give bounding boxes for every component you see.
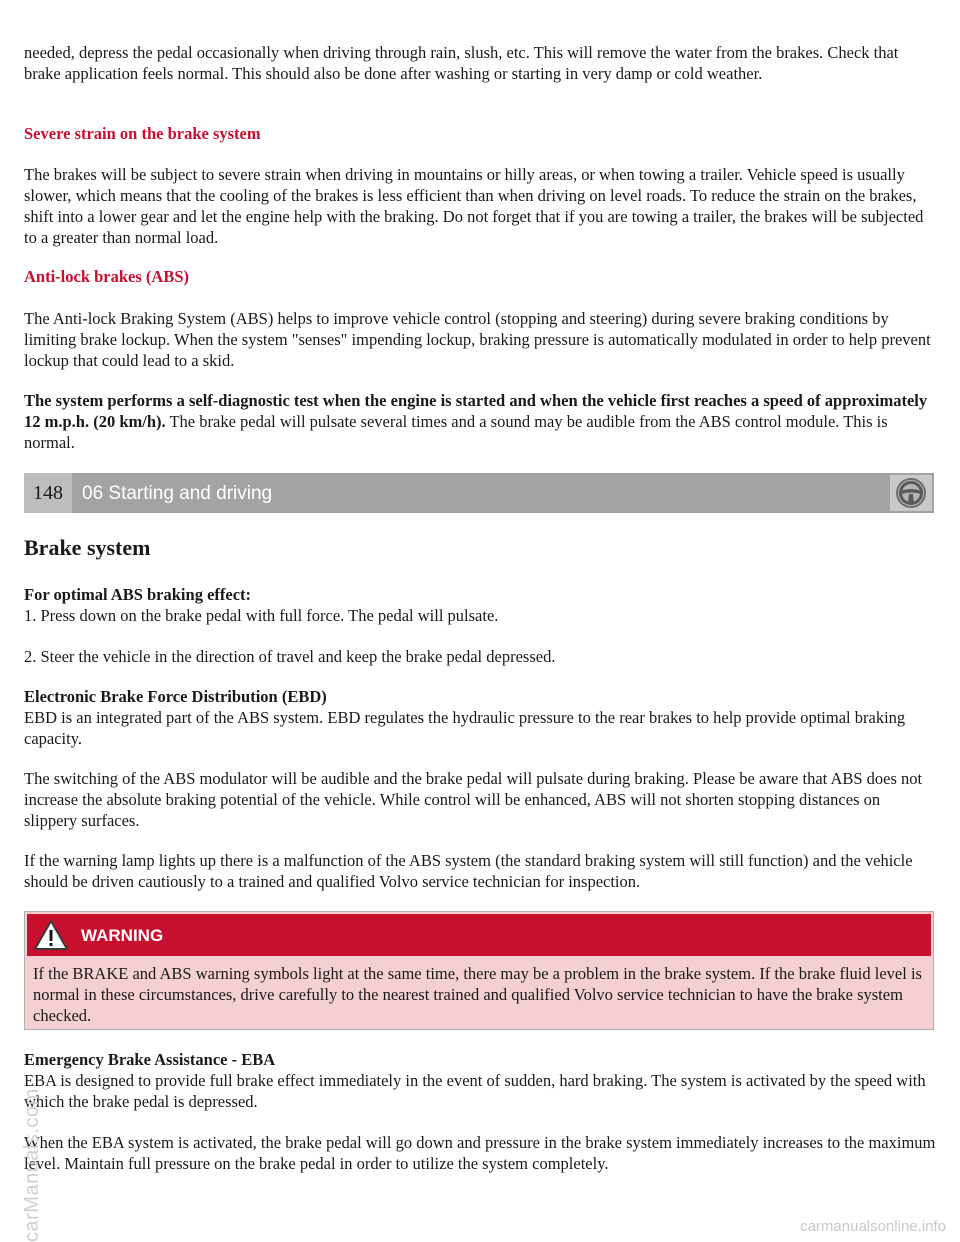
section-name: 06 Starting and driving xyxy=(82,482,273,504)
self-test-bold: The system performs a self-diagnostic test when the engine is started and when the vehicle first reaches a speed of approximately 12 m.p.h. (20 km/h). xyxy=(24,391,928,431)
self-test-paragraph xyxy=(24,390,936,453)
switching-paragraph: The switching of the ABS modulator will be audible and the brake pedal will pulsate during braking. Please be aware that ABS does not increase the absolute braking potential of the vehicle. While control will be enhanced, ABS will not shorten stopping distances on slippery surfaces. xyxy=(24,769,923,830)
severe-strain-heading: Severe strain on the brake system xyxy=(24,124,261,143)
eba-heading: Emergency Brake Assistance - EBA xyxy=(24,1050,276,1069)
optimal-step-2: 2. Steer the vehicle in the direction of travel and keep the brake pedal depressed. xyxy=(24,647,556,666)
ebd-heading: Electronic Brake Force Distribution (EBD) xyxy=(24,687,327,706)
eba-paragraph-1: EBA is designed to provide full brake effect immediately in the event of sudden, hard braking. The system is activated by the speed with which the brake pedal is depressed. xyxy=(24,1071,926,1111)
side-watermark: carManuals.com xyxy=(21,1088,43,1242)
optimal-step-1: 1. Press down on the brake pedal with full force. The pedal will pulsate. xyxy=(24,606,499,625)
ebd-paragraph: EBD is an integrated part of the ABS system. EBD regulates the hydraulic pressure to the rear brakes to help provide optimal braking capacity. xyxy=(24,708,906,748)
intro-paragraph: needed, depress the pedal occasionally when driving through rain, slush, etc. This will remove the water from the brakes. Check that brake application feels normal. This should also be done after washing or starting in very damp or cold weather. xyxy=(24,43,899,83)
eba-paragraph-2: When the EBA system is activated, the brake pedal will go down and pressure in the brake system immediately increases to the maximum level. Maintain full pressure on the brake pedal in order to utilize the system completely. xyxy=(24,1133,936,1173)
self-test-rest: The brake pedal will pulsate several times and a sound may be audible from the ABS control module. This is normal. xyxy=(24,412,888,452)
abs-paragraph: The Anti-lock Braking System (ABS) helps to improve vehicle control (stopping and steering) during severe braking conditions by limiting brake lockup. When the system "senses" impending lockup, braking pressure is automatically modulated in order to help prevent lockup that could lead to a skid. xyxy=(24,309,931,370)
optimal-heading: For optimal ABS braking effect: xyxy=(24,585,252,604)
warning-label: WARNING xyxy=(81,925,164,945)
steering-wheel-icon xyxy=(890,475,932,511)
section-header-bar xyxy=(24,473,934,513)
warning-lamp-paragraph: If the warning lamp lights up there is a malfunction of the ABS system (the standard braking system will still function) and the vehicle should be driven cautiously to a trained and qualified Volvo service technician for inspection. xyxy=(24,851,913,891)
page-title: Brake system xyxy=(24,535,151,560)
page-number: 148 xyxy=(24,473,72,513)
warning-box xyxy=(24,911,934,1030)
severe-strain-paragraph: The brakes will be subject to severe strain when driving in mountains or hilly areas, or when towing a trailer. Vehicle speed is usually slower, which means that the cooling of the brakes is less efficient than when driving on level roads. To reduce the strain on the brakes, shift into a lower gear and let the engine help with the braking. Do not forget that if you are towing a trailer, the brakes will be subjected to a greater than normal load. xyxy=(24,165,924,247)
warning-header xyxy=(27,914,931,956)
warning-triangle-icon xyxy=(27,915,75,955)
abs-heading: Anti-lock brakes (ABS) xyxy=(24,267,190,286)
footer-watermark: carmanualsonline.info xyxy=(800,1218,946,1235)
warning-text: If the BRAKE and ABS warning symbols light at the same time, there may be a problem in the brake system. If the brake fluid level is normal in these circumstances, drive carefully to the nearest trained and qualified Volvo service technician to have the brake system checked. xyxy=(33,964,922,1025)
